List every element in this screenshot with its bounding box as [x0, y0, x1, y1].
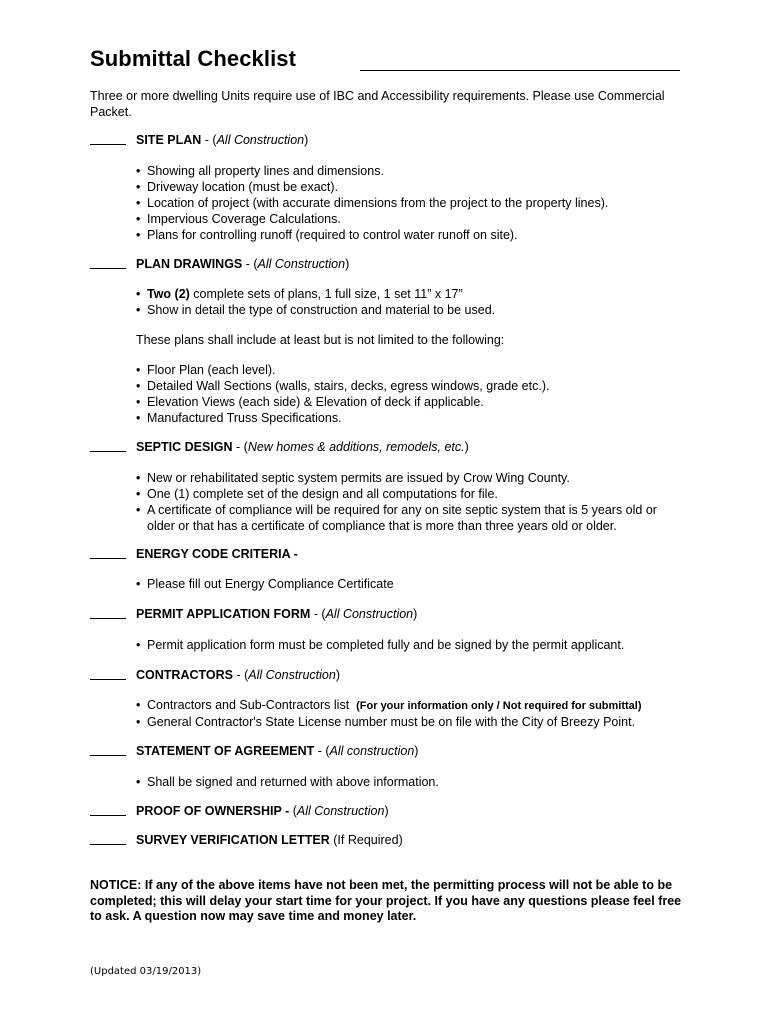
energy-list [136, 576, 676, 592]
list-item: • Plans for controlling runoff (required to control water runoff on site). [136, 228, 518, 242]
list-item: • Manufactured Truss Specifications. [136, 411, 342, 425]
list-item: • One (1) complete set of the design and all computations for file. [136, 487, 498, 501]
plan-contents-list [136, 362, 676, 426]
list-item: • Elevation Views (each side) & Elevation of deck if applicable. [136, 395, 484, 409]
section-qualifier: All Construction [325, 607, 414, 621]
list-item: • Please fill out Energy Compliance Certificate [136, 577, 394, 591]
check-blank[interactable] [90, 132, 126, 145]
list-item: • Location of project (with accurate dimensions from the project to the property lines). [136, 196, 609, 210]
section-proof-ownership: PROOF OF OWNERSHIP - (All Construction) [90, 803, 690, 819]
check-blank[interactable] [90, 743, 126, 756]
plans-include-text: These plans shall include at least but is not limited to the following: [136, 333, 505, 347]
list-item: • Permit application form must be completed fully and be signed by the permit applicant. [136, 638, 625, 652]
list-item: • Two (2) complete sets of plans, 1 full size, 1 set 11” x 17” [136, 287, 463, 301]
list-item: • Impervious Coverage Calculations. [136, 212, 341, 226]
section-title: SITE PLAN [136, 133, 202, 147]
section-contractors: CONTRACTORS - (All Construction) [90, 667, 690, 683]
section-title: SEPTIC DESIGN [136, 440, 233, 454]
septic-list [136, 470, 676, 534]
section-title: SURVEY VERIFICATION LETTER [136, 833, 330, 847]
info-note: (For your information only / Not required for submittal) [356, 700, 642, 712]
updated-date: (Updated 03/19/2013) [90, 966, 202, 977]
section-title: PROOF OF OWNERSHIP - [136, 804, 290, 818]
section-site-plan: SITE PLAN - (All Construction) [90, 132, 690, 148]
intro-text: Three or more dwelling Units require use of IBC and Accessibility requirements. Please use Commercial Packet. [90, 89, 665, 119]
list-item: • A certificate of compliance will be required for any on site septic system that is 5 years old or older or that has a certificate of compliance that is more than three years old or older. [136, 503, 657, 533]
section-plan-drawings: PLAN DRAWINGS - (All Construction) [90, 256, 690, 272]
list-item: • General Contractor's State License number must be on file with the City of Breezy Point. [136, 715, 636, 729]
section-statement-agreement: STATEMENT OF AGREEMENT - (All construction) [90, 743, 690, 759]
section-qualifier: All Construction [296, 804, 385, 818]
list-item: • Show in detail the type of construction and material to be used. [136, 303, 496, 317]
section-qualifier: All Construction [216, 133, 305, 147]
list-item: • Detailed Wall Sections (walls, stairs, decks, egress windows, grade etc.). [136, 379, 550, 393]
list-item: • Driveway location (must be exact). [136, 180, 339, 194]
check-blank[interactable] [90, 667, 126, 680]
site-plan-list [136, 163, 676, 243]
section-survey-verification [90, 832, 690, 848]
notice-text: NOTICE: If any of the above items have not been met, the permitting process will not be able to be completed; this will delay your start time for your project. If you have any questions please feel free to ask. A question now may save time and money later. [90, 878, 682, 923]
list-item: • Floor Plan (each level). [136, 363, 276, 377]
page-title: Submittal Checklist [90, 46, 297, 71]
section-energy-code [90, 546, 690, 562]
section-septic-design: SEPTIC DESIGN - (New homes & additions, remodels, etc.) [90, 439, 690, 455]
section-title: CONTRACTORS [136, 668, 233, 682]
agreement-list [136, 774, 676, 790]
list-item: • Showing all property lines and dimensions. [136, 164, 384, 178]
section-title: STATEMENT OF AGREEMENT [136, 744, 315, 758]
check-blank[interactable] [90, 606, 126, 619]
plan-drawings-list [136, 286, 676, 318]
section-title: ENERGY CODE CRITERIA - [136, 547, 298, 561]
section-title: PLAN DRAWINGS [136, 257, 243, 271]
section-qualifier: All Construction [257, 257, 346, 271]
section-qualifier: All Construction [248, 668, 336, 682]
title-blank-line [360, 70, 680, 71]
list-item: • New or rehabilitated septic system permits are issued by Crow Wing County. [136, 471, 570, 485]
contractors-list [136, 697, 676, 730]
check-blank[interactable] [90, 546, 126, 559]
list-item: • Contractors and Sub-Contractors list (For your information only / Not required for submittal) [136, 698, 642, 712]
permit-list [136, 637, 676, 653]
section-permit-application: PERMIT APPLICATION FORM - (All Construction) [90, 606, 690, 622]
check-blank[interactable] [90, 439, 126, 452]
section-qualifier: All construction [329, 744, 415, 758]
check-blank[interactable] [90, 832, 126, 845]
section-qualifier: (If Required) [333, 833, 403, 847]
list-item: • Shall be signed and returned with above information. [136, 775, 439, 789]
section-title: PERMIT APPLICATION FORM [136, 607, 311, 621]
check-blank[interactable] [90, 256, 126, 269]
section-qualifier: New homes & additions, remodels, etc. [247, 440, 465, 454]
check-blank[interactable] [90, 803, 126, 816]
